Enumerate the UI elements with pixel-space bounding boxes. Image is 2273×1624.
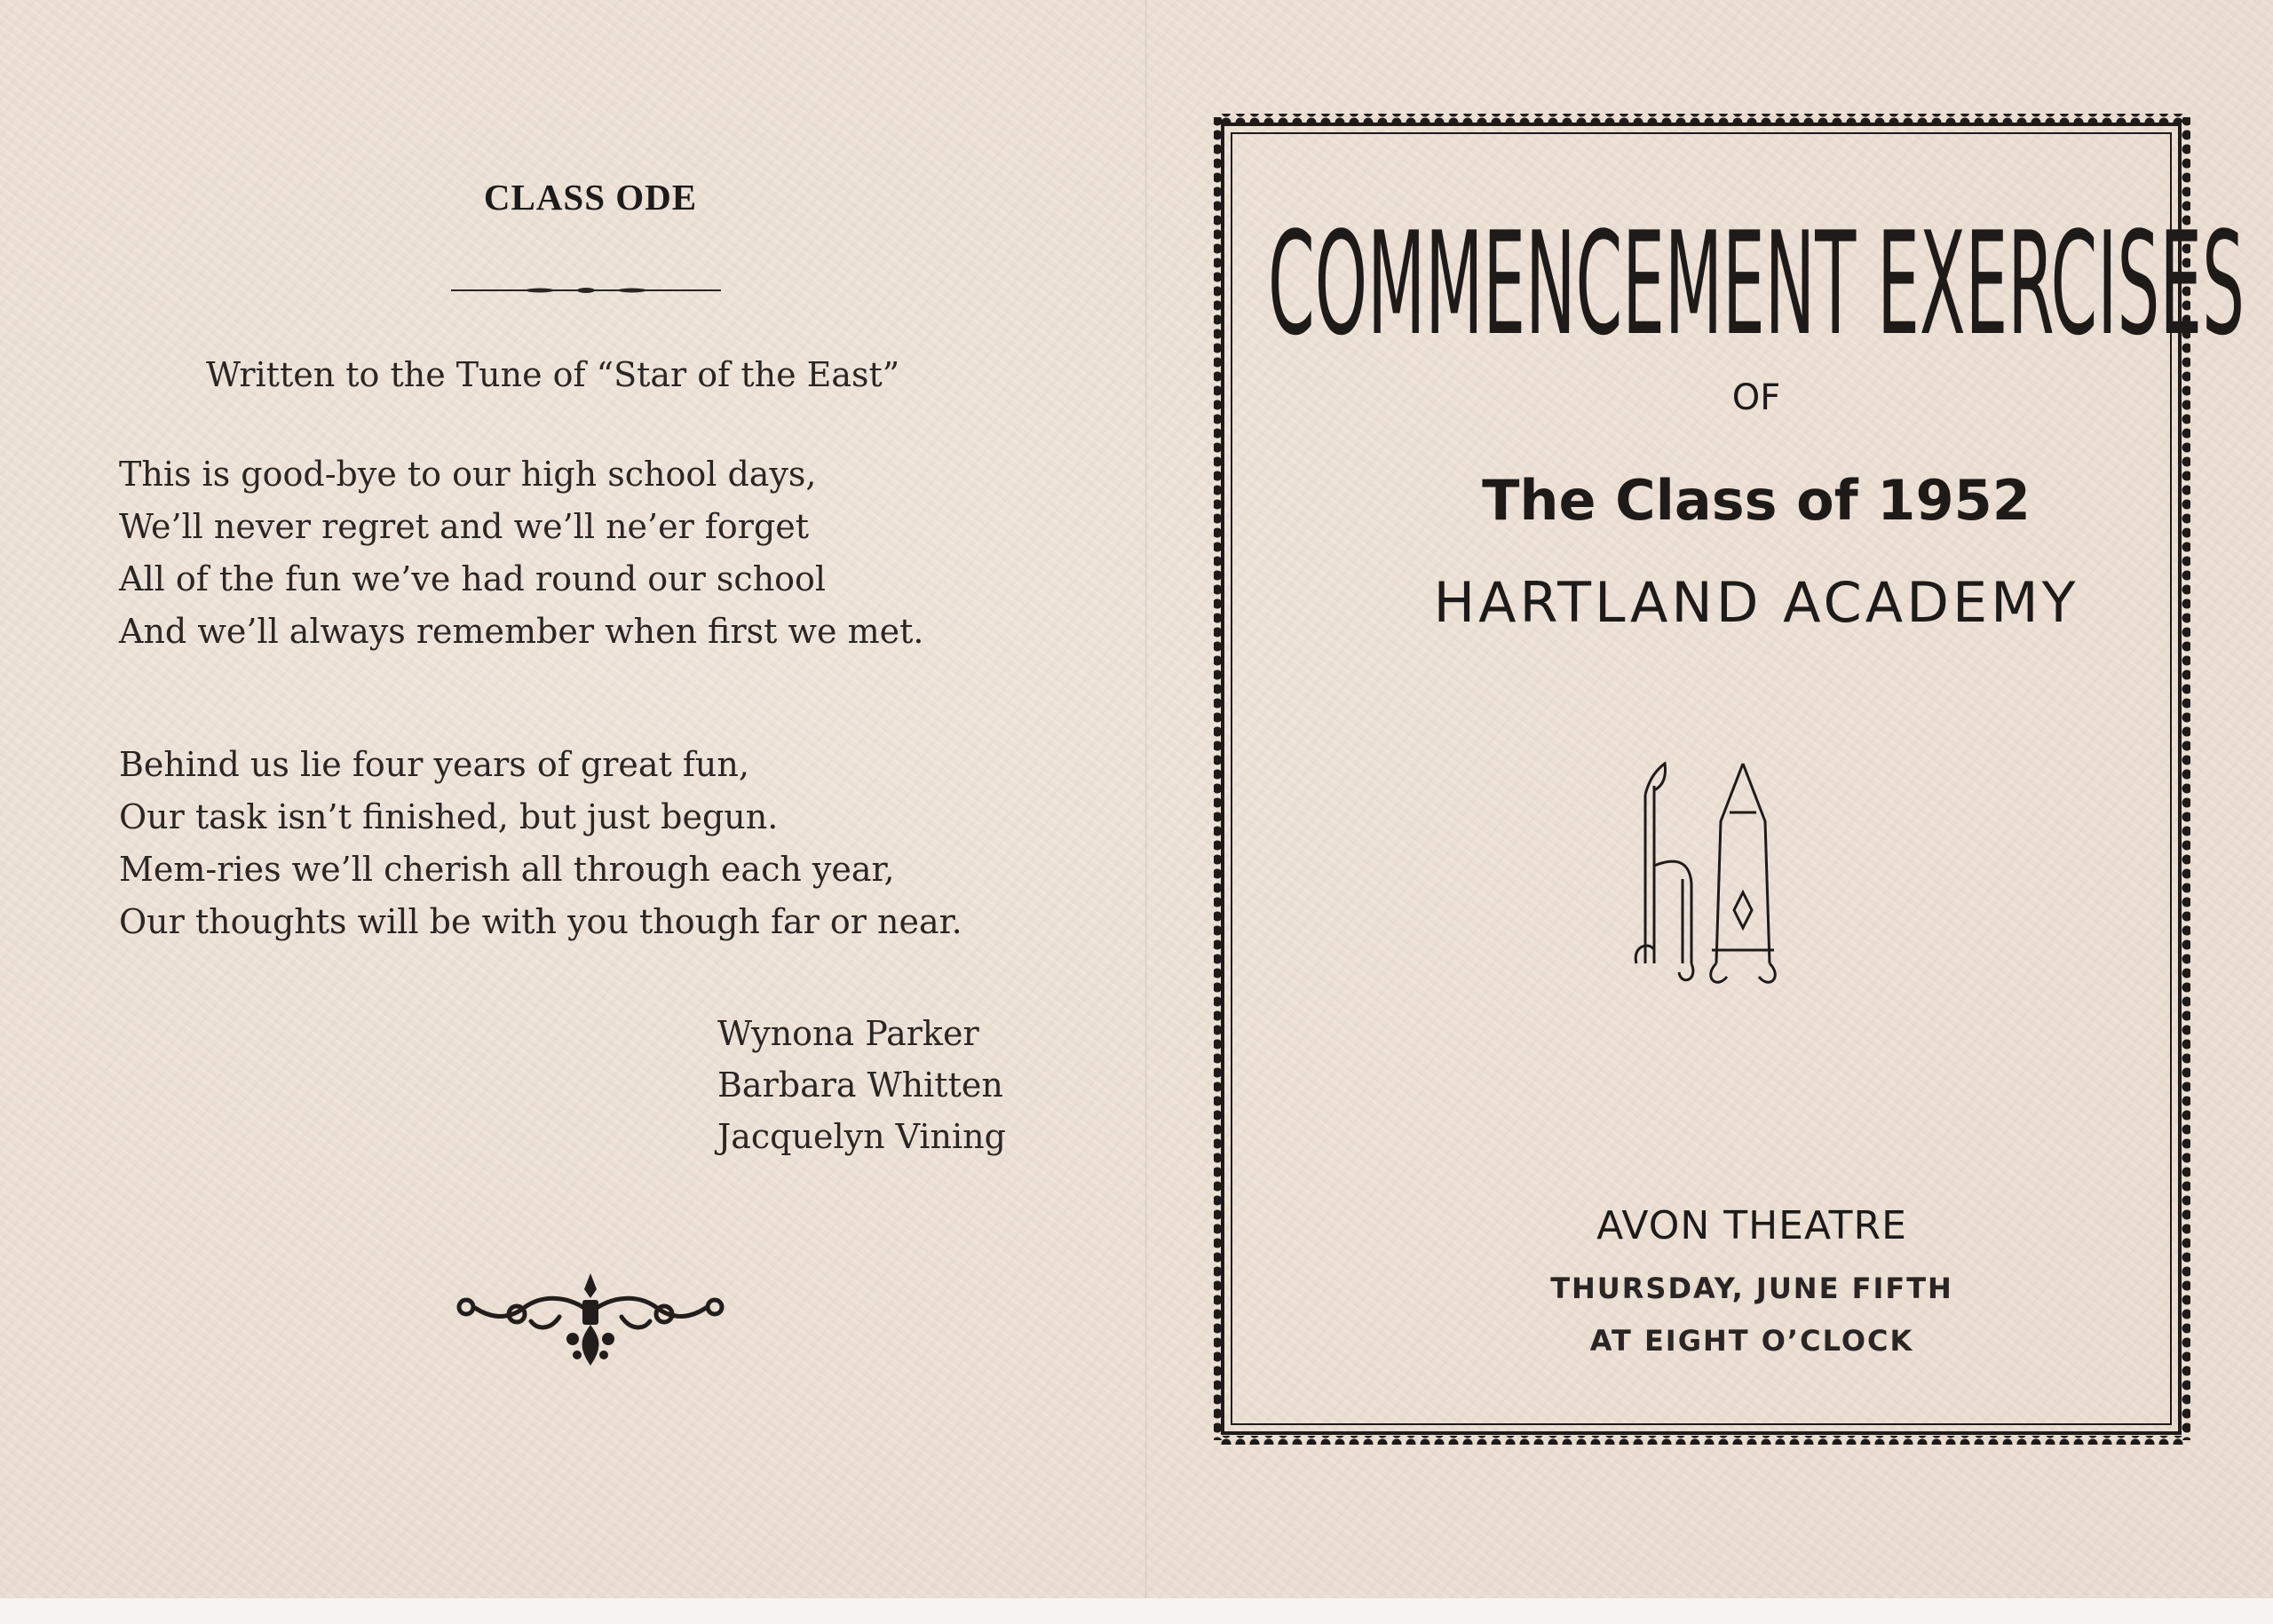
cover-page xyxy=(1148,0,2273,1598)
stanza-line: Our thoughts will be with you though far or near. xyxy=(119,902,962,941)
title-rule-ornament xyxy=(451,287,721,294)
heading-text: COMMENCEMENT EXERCISES xyxy=(1268,201,2245,351)
stanza-line: Mem-ries we’ll cherish all through each year, xyxy=(119,850,895,889)
scan-margin xyxy=(0,1598,2273,1624)
flourish-ornament-icon xyxy=(453,1268,728,1374)
stanza-line: All of the fun we’ve had round our school xyxy=(119,559,827,598)
author-name: Barbara Whitten xyxy=(717,1066,1003,1105)
ha-monogram xyxy=(1628,759,1787,990)
author-name: Wynona Parker xyxy=(717,1014,979,1053)
cover-heading xyxy=(1255,191,2258,351)
academy-name: HARTLAND ACADEMY xyxy=(1433,570,2079,635)
class-of-1952: The Class of 1952 xyxy=(1482,468,2031,533)
event-time: AT EIGHT O’CLOCK xyxy=(1589,1324,1914,1358)
stanza-line: Behind us lie four years of great fun, xyxy=(119,745,749,784)
tune-subtitle: Written to the Tune of “Star of the East” xyxy=(206,355,900,394)
ode-authors xyxy=(717,1008,1006,1162)
stanza-line: Our task isn’t finished, but just begun. xyxy=(119,797,779,836)
event-date: THURSDAY, JUNE FIFTH xyxy=(1550,1271,1953,1305)
ode-stanza-1 xyxy=(119,448,923,658)
author-name: Jacquelyn Vining xyxy=(717,1117,1006,1156)
ode-stanza-2 xyxy=(119,739,962,948)
stanza-line: We’ll never regret and we’ll ne’er forget xyxy=(119,507,810,546)
class-ode-page xyxy=(0,0,1145,1598)
venue-name: AVON THEATRE xyxy=(1596,1203,1907,1248)
of-text: OF xyxy=(1731,377,1781,418)
stanza-line: And we’ll always remember when first we met. xyxy=(119,612,924,651)
stanza-line: This is good-bye to our high school days, xyxy=(119,455,817,494)
ode-title: CLASS ODE xyxy=(483,177,698,218)
